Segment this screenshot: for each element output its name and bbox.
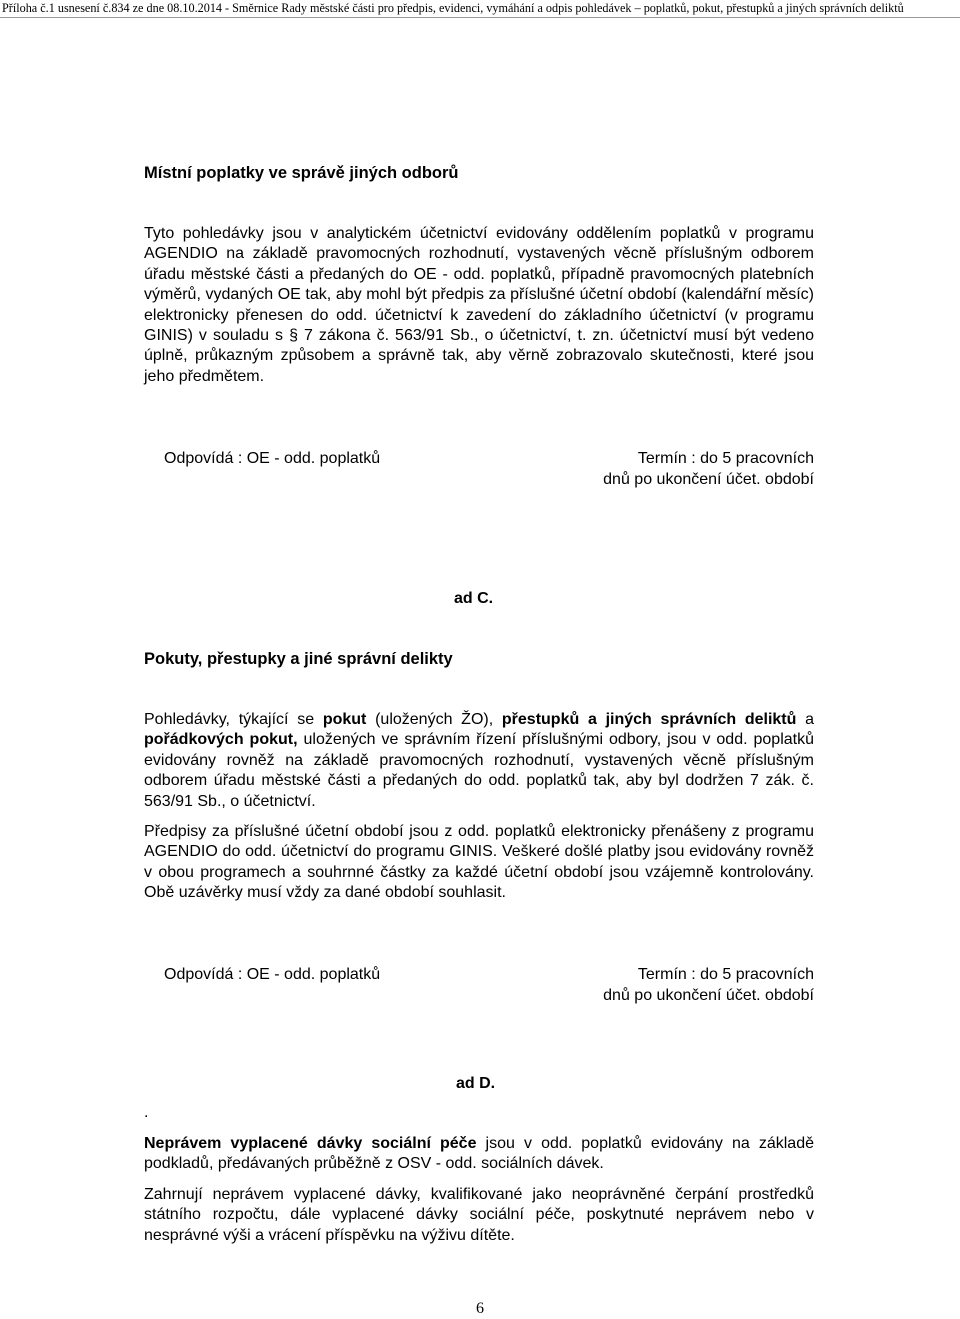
responsible-line: Odpovídá : OE - odd. poplatků (164, 450, 381, 467)
text-run: Pohledávky, týkající se (144, 711, 323, 728)
paragraph-davky-2: Zahrnují neprávem vyplacené dávky, kvalifikované jako neoprávněné čerpání prostředků státního rozpočtu, dále vyplacené dávky sociální péče, poskytnuté neprávem nebo v nesprávné výši a vrácení příspěvku na výživu dítěte. (144, 1186, 814, 1244)
term-line-2: dnů po ukončení účet. období (603, 471, 814, 488)
section-label-ad-d: ad D. (456, 1075, 496, 1092)
term-block (603, 448, 814, 490)
bold-text-poradkovych-pokut: pořádkových pokut, (144, 731, 298, 749)
section-label-ad-c: ad C. (454, 590, 494, 607)
document-header (0, 0, 960, 18)
section-heading-pokuty: Pokuty, přestupky a jiné správní delikty (144, 650, 453, 668)
term-line-2: dnů po ukončení účet. období (603, 987, 814, 1004)
term-line-1: Termín : do 5 pracovních (637, 450, 814, 467)
paragraph-davky-1 (144, 1134, 814, 1175)
term-line-1: Termín : do 5 pracovních (637, 966, 814, 983)
paragraph-pokuty-1 (144, 710, 814, 812)
paragraph-mistni-poplatky: Tyto pohledávky jsou v analytickém účetnictví evidovány oddělením poplatků v programu AGENDIO na základě pravomocných rozhodnutí, vystavených věcně příslušným odborem úřadu městské části a předaných do OE - odd. poplatků, případně pravomocných platebních výměrů, vydaných OE tak, aby mohl být předpis za příslušné účetní období (kalendářní měsíc) elektronicky přenesen do odd. účetnictví k zavedení do základního účetnictví (v programu GINIS) v souladu s § 7 zákona č. 563/91 Sb., o účetnictví, t. zn. účetnictví musí být vedeno úplně, průkazným způsobem a správně tak, aby věrně zobrazovalo skutečnosti, které jsou jeho předmětem. (144, 225, 814, 385)
text-run: (uložených ŽO), (366, 711, 502, 728)
bold-text-prestupku: přestupků a jiných správních deliktů (501, 711, 797, 728)
section-heading-mistni-poplatky: Místní poplatky ve správě jiných odborů (144, 164, 459, 182)
paragraph-pokuty-2: Předpisy za příslušné účetní období jsou z odd. poplatků elektronicky přenášeny z programu AGENDIO do odd. účetnictví do programu GINIS. Veškeré došlé platby jsou evidovány rovněž v obou programech a souhrnné částky za každé účetní období jsou vzájemně kontrolovány. Obě uzávěrky musí vždy za dané období souhlasit. (144, 823, 814, 902)
page-number: 6 (476, 1300, 484, 1317)
text-run: a (796, 711, 815, 728)
term-block (603, 964, 814, 1006)
bold-text-nepravem-vyplacene: Neprávem vyplacené dávky sociální péče (144, 1135, 477, 1152)
text-run: jsou v odd. poplatků evidovány na základě podkladů, předávaných průběžně z OSV - odd. sociálních dávek. (144, 1135, 815, 1173)
responsible-line: Odpovídá : OE - odd. poplatků (164, 966, 381, 983)
stray-dot: . (144, 1104, 149, 1121)
bold-text-pokut: pokut (322, 711, 367, 728)
header-text: Příloha č.1 usnesení č.834 ze dne 08.10.2014 - Směrnice Rady městské části pro předpis, evidenci, vymáhání a odpis pohledávek – poplatků, pokut, přestupků a jiných správních deliktů (2, 1, 904, 15)
text-run: uložených ve správním řízení příslušnými odbory, jsou v odd. poplatků evidovány rovněž na základě pravomocných rozhodnutí, vystavených věcně příslušným odborem úřadu městské části a předaných do odd. poplatků tak, aby byl dodržen 7 zák. č. 563/91 Sb., o účetnictví. (144, 731, 814, 810)
